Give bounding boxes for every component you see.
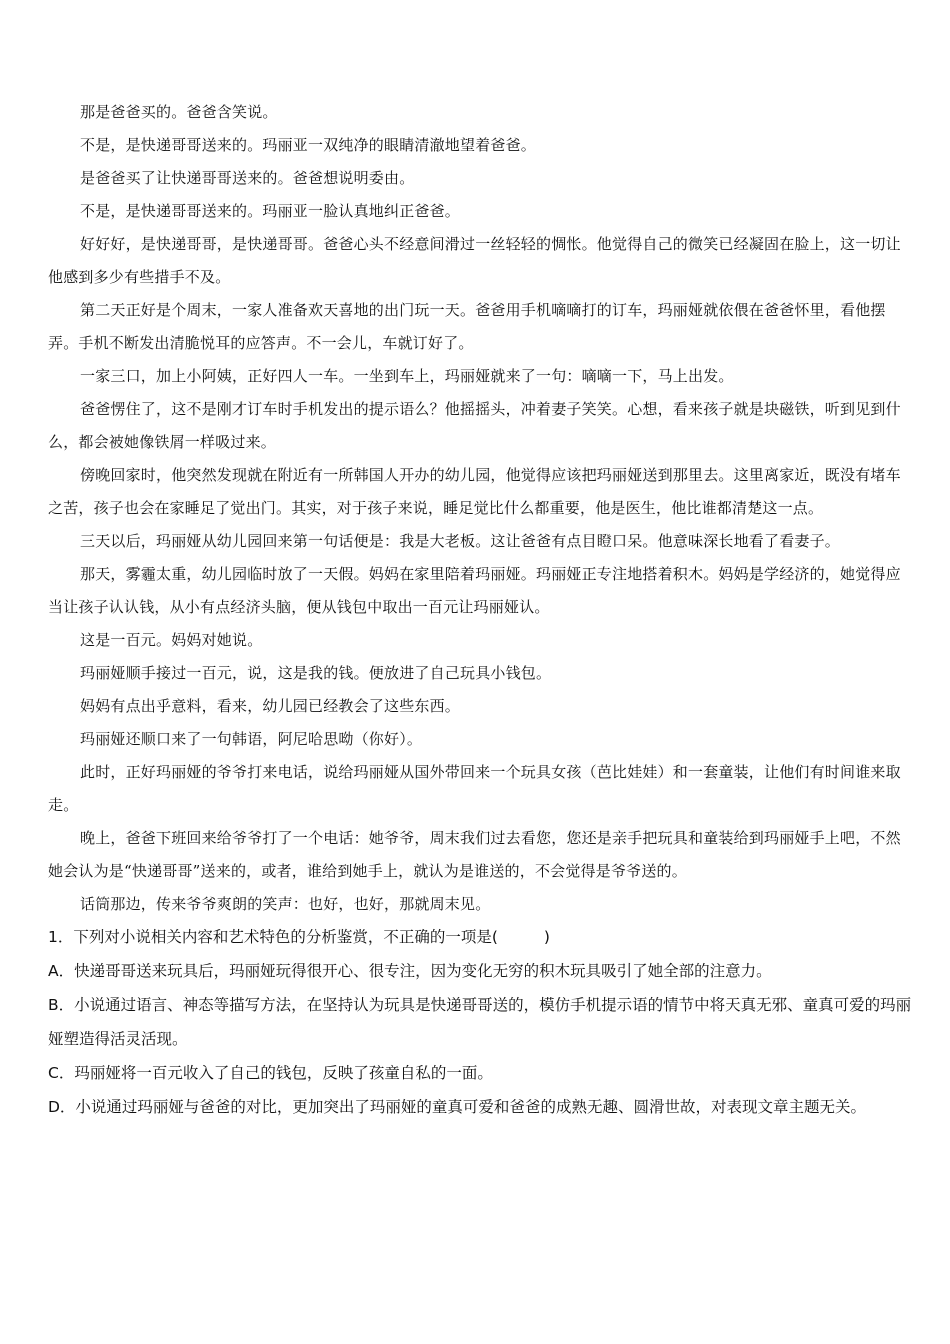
story-paragraph: 好好好，是快递哥哥，是快递哥哥。爸爸心头不经意间滑过一丝轻轻的惆怅。他觉得自己的微笑已经凝固在脸上，这一切让他感到多少有些措手不及。 (48, 235, 901, 286)
option-b: B．小说通过语言、神态等描写方法，在坚持认为玩具是快递哥哥送的，模仿手机提示语的情节中将天真无邪、童真可爱的玛丽娅塑造得活灵活现。 (48, 996, 912, 1048)
story-text (48, 96, 912, 921)
story-paragraph: 爸爸愣住了，这不是刚才订车时手机发出的提示语么？他摇摇头，冲着妻子笑笑。心想，看来孩子就是块磁铁，听到见到什么，都会被她像铁屑一样吸过来。 (48, 400, 901, 451)
question-block (48, 921, 912, 1124)
story-paragraph: 这是一百元。妈妈对她说。 (80, 631, 263, 649)
question-stem (48, 921, 912, 954)
option-d: D．小说通过玛丽娅与爸爸的对比，更加突出了玛丽娅的童真可爱和爸爸的成熟无趣、圆滑世故，对表现文章主题无关。 (48, 1098, 866, 1116)
question-stem-close: ) (543, 928, 550, 946)
story-paragraph: 妈妈有点出乎意料，看来，幼儿园已经教会了这些东西。 (80, 697, 461, 715)
story-paragraph: 玛丽娅顺手接过一百元，说，这是我的钱。便放进了自己玩具小钱包。 (80, 664, 552, 682)
story-paragraph: 第二天正好是个周末，一家人准备欢天喜地的出门玩一天。爸爸用手机嘀嘀打的订车，玛丽娅就依偎在爸爸怀里，看他摆弄。手机不断发出清脆悦耳的应答声。不一会儿，车就订好了。 (48, 301, 886, 352)
story-paragraph: 那是爸爸买的。爸爸含笑说。 (80, 103, 278, 121)
story-paragraph: 傍晚回家时，他突然发现就在附近有一所韩国人开办的幼儿园，他觉得应该把玛丽娅送到那里去。这里离家近，既没有堵车之苦，孩子也会在家睡足了觉出门。其实，对于孩子来说，睡足觉比什么都重要，他是医生，他比谁都清楚这一点。 (48, 466, 901, 517)
option-a: A．快递哥哥送来玩具后，玛丽娅玩得很开心、很专注，因为变化无穷的积木玩具吸引了她全部的注意力。 (48, 962, 772, 980)
story-paragraph: 是爸爸买了让快递哥哥送来的。爸爸想说明委由。 (80, 169, 415, 187)
story-paragraph: 不是，是快递哥哥送来的。玛丽亚一脸认真地纠正爸爸。 (80, 202, 461, 220)
story-paragraph: 晚上，爸爸下班回来给爷爷打了一个电话：她爷爷，周末我们过去看您，您还是亲手把玩具和童装给到玛丽娅手上吧，不然她会认为是“快递哥哥”送来的，或者，谁给到她手上，就认为是谁送的，不会觉得是爷爷送的。 (48, 829, 901, 880)
story-paragraph: 玛丽娅还顺口来了一句韩语，阿尼哈思呦（你好）。 (80, 730, 423, 748)
story-paragraph: 话筒那边，传来爷爷爽朗的笑声：也好，也好，那就周末见。 (80, 895, 491, 913)
story-paragraph: 不是，是快递哥哥送来的。玛丽亚一双纯净的眼睛清澈地望着爸爸。 (80, 136, 537, 154)
story-paragraph: 那天，雾霾太重，幼儿园临时放了一天假。妈妈在家里陪着玛丽娅。玛丽娅正专注地搭着积木。妈妈是学经济的，她觉得应当让孩子认认钱，从小有点经济头脑，便从钱包中取出一百元让玛丽娅认。 (48, 565, 901, 616)
story-paragraph: 此时，正好玛丽娅的爷爷打来电话，说给玛丽娅从国外带回来一个玩具女孩（芭比娃娃）和一套童装，让他们有时间谁来取走。 (48, 763, 901, 814)
story-paragraph: 三天以后，玛丽娅从幼儿园回来第一句话便是：我是大老板。这让爸爸有点目瞪口呆。他意味深长地看了看妻子。 (80, 532, 841, 550)
story-paragraph: 一家三口，加上小阿姨，正好四人一车。一坐到车上，玛丽娅就来了一句：嘀嘀一下，马上出发。 (80, 367, 734, 385)
option-c: C．玛丽娅将一百元收入了自己的钱包，反映了孩童自私的一面。 (48, 1064, 493, 1082)
question-stem-text: 1．下列对小说相关内容和艺术特色的分析鉴赏，不正确的一项是( (48, 928, 498, 946)
document-page (48, 96, 912, 1124)
